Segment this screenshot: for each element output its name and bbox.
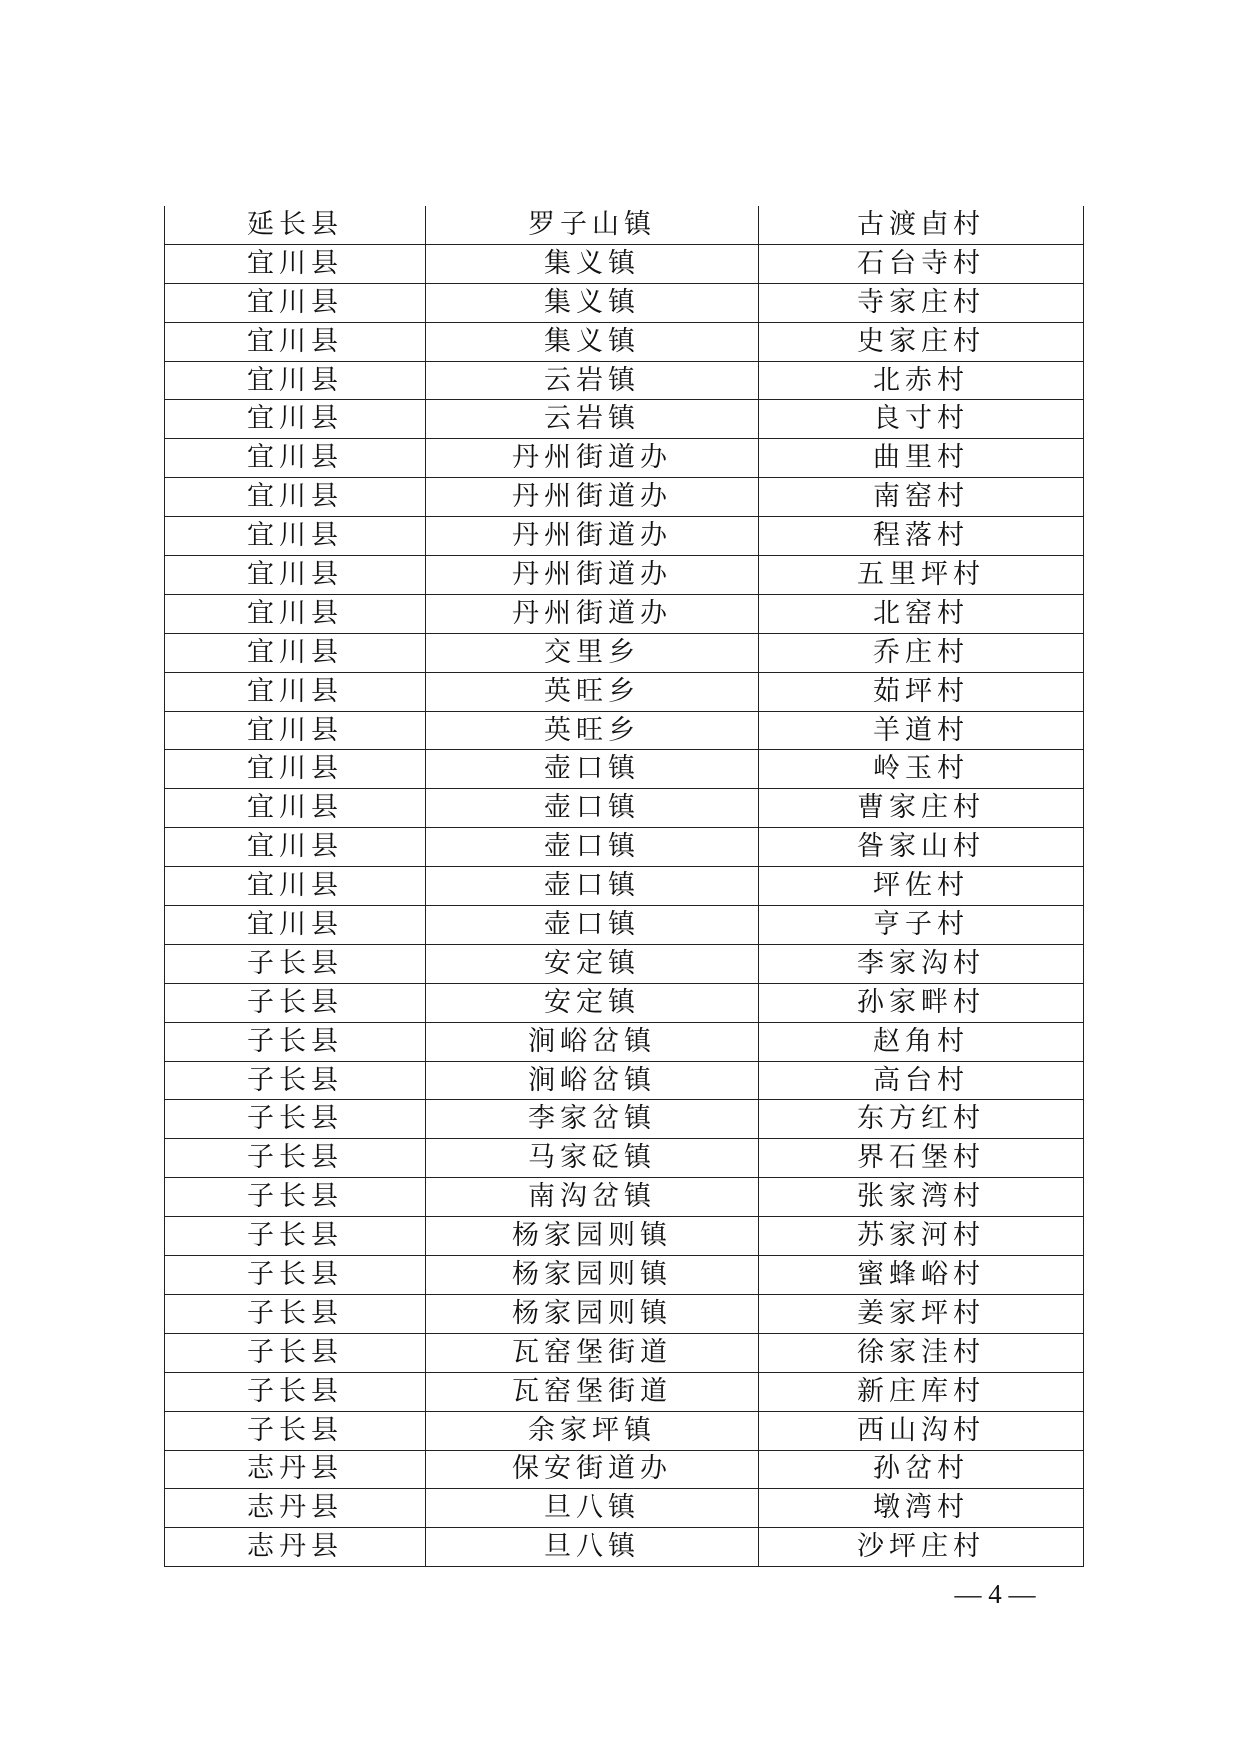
county-cell: 子长县 xyxy=(165,1139,426,1178)
county-cell: 子长县 xyxy=(165,944,426,983)
village-cell: 北窑村 xyxy=(759,594,1084,633)
table-row xyxy=(165,283,1084,322)
county-cell: 宜川县 xyxy=(165,633,426,672)
town-cell: 杨家园则镇 xyxy=(426,1294,759,1333)
table-row xyxy=(165,944,1084,983)
town-cell: 丹州街道办 xyxy=(426,517,759,556)
town-cell: 旦八镇 xyxy=(426,1528,759,1567)
table-row xyxy=(165,1256,1084,1295)
county-cell: 宜川县 xyxy=(165,789,426,828)
county-cell: 子长县 xyxy=(165,1100,426,1139)
county-cell: 子长县 xyxy=(165,1022,426,1061)
town-cell: 丹州街道办 xyxy=(426,594,759,633)
town-cell: 安定镇 xyxy=(426,983,759,1022)
town-cell: 罗子山镇 xyxy=(426,206,759,244)
table-row xyxy=(165,789,1084,828)
county-cell: 宜川县 xyxy=(165,906,426,945)
table-row xyxy=(165,361,1084,400)
town-cell: 云岩镇 xyxy=(426,361,759,400)
town-cell: 杨家园则镇 xyxy=(426,1256,759,1295)
village-cell: 赵角村 xyxy=(759,1022,1084,1061)
county-cell: 子长县 xyxy=(165,1372,426,1411)
village-cell: 茹坪村 xyxy=(759,672,1084,711)
table-row xyxy=(165,1411,1084,1450)
county-cell: 志丹县 xyxy=(165,1489,426,1528)
town-cell: 丹州街道办 xyxy=(426,556,759,595)
table-row xyxy=(165,1528,1084,1567)
county-cell: 宜川县 xyxy=(165,400,426,439)
table-row xyxy=(165,867,1084,906)
village-cell: 南窑村 xyxy=(759,478,1084,517)
town-cell: 南沟岔镇 xyxy=(426,1178,759,1217)
table-row xyxy=(165,1022,1084,1061)
county-cell: 宜川县 xyxy=(165,828,426,867)
town-cell: 余家坪镇 xyxy=(426,1411,759,1450)
county-cell: 宜川县 xyxy=(165,439,426,478)
county-cell: 宜川县 xyxy=(165,517,426,556)
county-cell: 宜川县 xyxy=(165,750,426,789)
village-cell: 坪佐村 xyxy=(759,867,1084,906)
village-cell: 蜜蜂峪村 xyxy=(759,1256,1084,1295)
table-row xyxy=(165,1489,1084,1528)
village-cell: 徐家洼村 xyxy=(759,1333,1084,1372)
village-cell: 石台寺村 xyxy=(759,244,1084,283)
town-cell: 瓦窑堡街道 xyxy=(426,1333,759,1372)
village-cell: 岭玉村 xyxy=(759,750,1084,789)
town-cell: 旦八镇 xyxy=(426,1489,759,1528)
village-cell: 史家庄村 xyxy=(759,322,1084,361)
table-row xyxy=(165,478,1084,517)
page-number: — 4 — xyxy=(954,1579,1036,1609)
town-cell: 丹州街道办 xyxy=(426,439,759,478)
village-cell: 沙坪庄村 xyxy=(759,1528,1084,1567)
village-cell: 李家沟村 xyxy=(759,944,1084,983)
village-cell: 孙家畔村 xyxy=(759,983,1084,1022)
table-row xyxy=(165,400,1084,439)
county-cell: 宜川县 xyxy=(165,478,426,517)
town-cell: 瓦窑堡街道 xyxy=(426,1372,759,1411)
table-row xyxy=(165,244,1084,283)
town-cell: 保安街道办 xyxy=(426,1450,759,1489)
county-cell: 子长县 xyxy=(165,983,426,1022)
county-cell: 宜川县 xyxy=(165,711,426,750)
county-cell: 宜川县 xyxy=(165,672,426,711)
county-cell: 宜川县 xyxy=(165,361,426,400)
table-row xyxy=(165,1061,1084,1100)
town-cell: 壶口镇 xyxy=(426,867,759,906)
village-cell: 东方红村 xyxy=(759,1100,1084,1139)
village-cell: 良寸村 xyxy=(759,400,1084,439)
village-cell: 昝家山村 xyxy=(759,828,1084,867)
county-cell: 子长县 xyxy=(165,1061,426,1100)
table-row xyxy=(165,1178,1084,1217)
county-cell: 子长县 xyxy=(165,1256,426,1295)
county-cell: 子长县 xyxy=(165,1411,426,1450)
county-cell: 宜川县 xyxy=(165,283,426,322)
village-cell: 高台村 xyxy=(759,1061,1084,1100)
county-cell: 志丹县 xyxy=(165,1450,426,1489)
town-cell: 壶口镇 xyxy=(426,789,759,828)
county-cell: 志丹县 xyxy=(165,1528,426,1567)
village-cell: 界石堡村 xyxy=(759,1139,1084,1178)
table-row xyxy=(165,1450,1084,1489)
town-cell: 英旺乡 xyxy=(426,672,759,711)
table-row xyxy=(165,1139,1084,1178)
village-cell: 苏家河村 xyxy=(759,1217,1084,1256)
village-table xyxy=(164,206,1084,1567)
table-row xyxy=(165,711,1084,750)
town-cell: 云岩镇 xyxy=(426,400,759,439)
table-row xyxy=(165,594,1084,633)
county-cell: 宜川县 xyxy=(165,244,426,283)
table-row xyxy=(165,633,1084,672)
village-cell: 五里坪村 xyxy=(759,556,1084,595)
village-cell: 寺家庄村 xyxy=(759,283,1084,322)
county-cell: 宜川县 xyxy=(165,322,426,361)
county-cell: 延长县 xyxy=(165,206,426,244)
table-row xyxy=(165,1294,1084,1333)
town-cell: 李家岔镇 xyxy=(426,1100,759,1139)
town-cell: 安定镇 xyxy=(426,944,759,983)
town-cell: 集义镇 xyxy=(426,283,759,322)
table-row xyxy=(165,1100,1084,1139)
town-cell: 英旺乡 xyxy=(426,711,759,750)
village-cell: 孙岔村 xyxy=(759,1450,1084,1489)
county-cell: 宜川县 xyxy=(165,594,426,633)
table-row xyxy=(165,1217,1084,1256)
village-cell: 墩湾村 xyxy=(759,1489,1084,1528)
village-cell: 羊道村 xyxy=(759,711,1084,750)
village-cell: 亨子村 xyxy=(759,906,1084,945)
village-table-body xyxy=(165,206,1084,1567)
table-row xyxy=(165,1372,1084,1411)
table-row xyxy=(165,983,1084,1022)
town-cell: 壶口镇 xyxy=(426,828,759,867)
county-cell: 子长县 xyxy=(165,1294,426,1333)
village-cell: 北赤村 xyxy=(759,361,1084,400)
town-cell: 集义镇 xyxy=(426,244,759,283)
table-row xyxy=(165,206,1084,244)
village-cell: 古渡卣村 xyxy=(759,206,1084,244)
town-cell: 涧峪岔镇 xyxy=(426,1061,759,1100)
village-cell: 曹家庄村 xyxy=(759,789,1084,828)
table-row xyxy=(165,828,1084,867)
table-row xyxy=(165,322,1084,361)
village-cell: 西山沟村 xyxy=(759,1411,1084,1450)
county-cell: 宜川县 xyxy=(165,867,426,906)
county-cell: 子长县 xyxy=(165,1217,426,1256)
town-cell: 马家砭镇 xyxy=(426,1139,759,1178)
town-cell: 丹州街道办 xyxy=(426,478,759,517)
table-row xyxy=(165,672,1084,711)
town-cell: 交里乡 xyxy=(426,633,759,672)
town-cell: 涧峪岔镇 xyxy=(426,1022,759,1061)
table-row xyxy=(165,1333,1084,1372)
county-cell: 子长县 xyxy=(165,1178,426,1217)
village-cell: 乔庄村 xyxy=(759,633,1084,672)
table-row xyxy=(165,750,1084,789)
table-row xyxy=(165,517,1084,556)
table-row xyxy=(165,906,1084,945)
town-cell: 壶口镇 xyxy=(426,750,759,789)
village-cell: 新庄库村 xyxy=(759,1372,1084,1411)
town-cell: 杨家园则镇 xyxy=(426,1217,759,1256)
town-cell: 集义镇 xyxy=(426,322,759,361)
county-cell: 子长县 xyxy=(165,1333,426,1372)
village-cell: 姜家坪村 xyxy=(759,1294,1084,1333)
village-cell: 程落村 xyxy=(759,517,1084,556)
table-row xyxy=(165,439,1084,478)
village-cell: 张家湾村 xyxy=(759,1178,1084,1217)
county-cell: 宜川县 xyxy=(165,556,426,595)
table-row xyxy=(165,556,1084,595)
village-cell: 曲里村 xyxy=(759,439,1084,478)
town-cell: 壶口镇 xyxy=(426,906,759,945)
